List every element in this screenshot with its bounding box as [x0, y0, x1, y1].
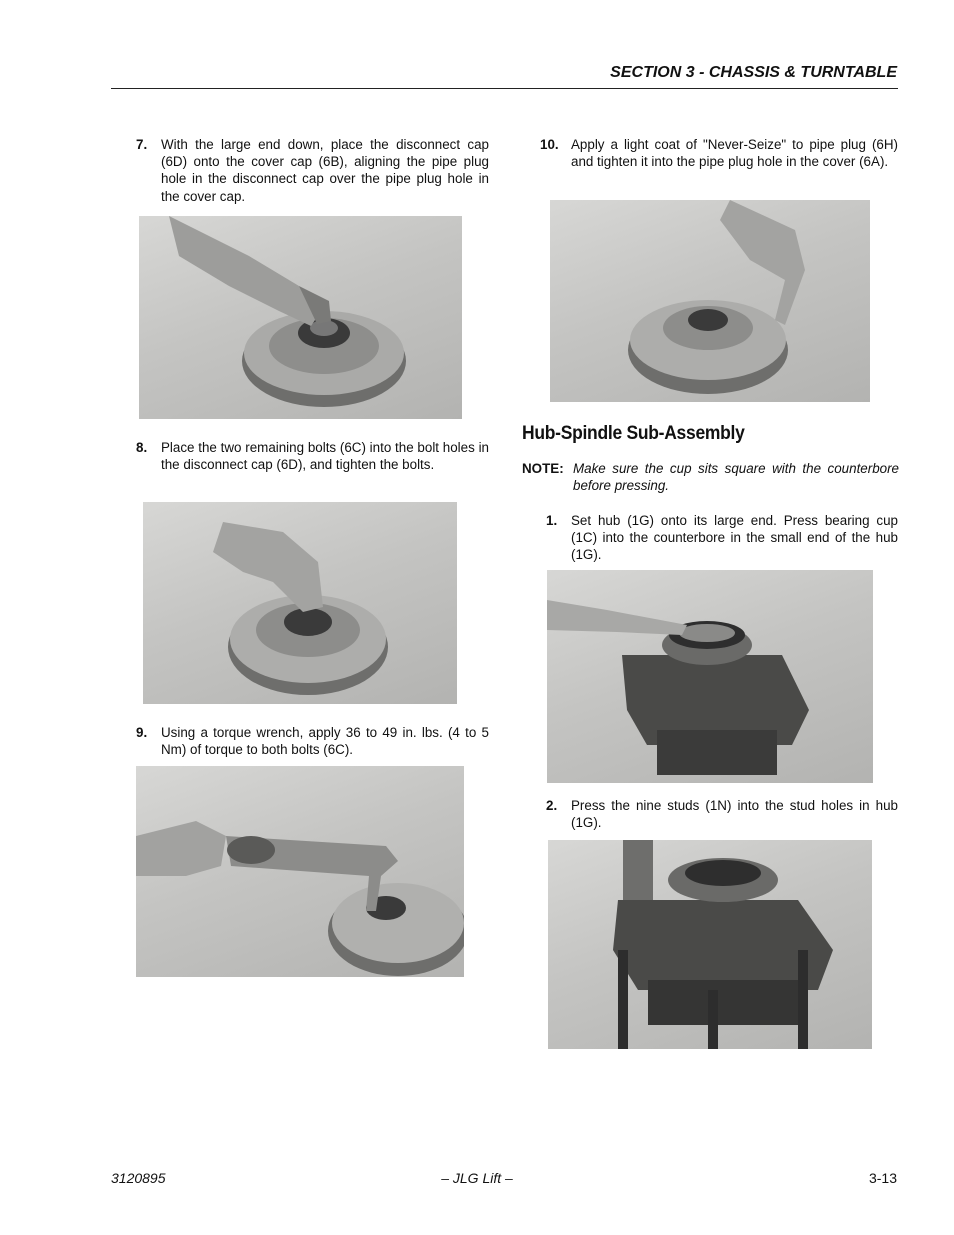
header-rule	[111, 88, 898, 89]
photo-disconnect-cap-placement	[139, 216, 462, 419]
step-number: 1.	[546, 513, 558, 528]
step-number: 2.	[546, 798, 558, 813]
step-text: Apply a light coat of "Never-Seize" to pipe plug (6H) and tighten it into the pipe plug hole in the cover (6A).	[571, 137, 898, 170]
step-text: Using a torque wrench, apply 36 to 49 in. lbs. (4 to 5 Nm) of torque to both bolts (6C).	[161, 725, 489, 758]
footer-brand: – JLG Lift –	[441, 1170, 513, 1186]
photo-torque-wrench	[136, 766, 464, 977]
document-number: 3120895	[111, 1170, 166, 1186]
step-number: 10.	[540, 137, 559, 152]
photo-bearing-cup	[547, 570, 873, 783]
step-number: 9.	[136, 725, 148, 740]
subsection-heading: Hub-Spindle Sub-Assembly	[522, 423, 745, 444]
photo-stud-press	[548, 840, 872, 1049]
note-label: NOTE:	[522, 461, 564, 476]
photo-pipe-plug	[550, 200, 870, 402]
step-number: 8.	[136, 440, 148, 455]
page-number: 3-13	[868, 1170, 897, 1186]
note-text: Make sure the cup sits square with the counterbore before pressing.	[573, 461, 899, 494]
step-text: Set hub (1G) onto its large end. Press bearing cup (1C) into the counterbore in the small end of the hub (1G).	[571, 513, 898, 563]
step-text: Press the nine studs (1N) into the stud holes in hub (1G).	[571, 798, 898, 831]
photo-bolt-installation	[143, 502, 457, 704]
step-number: 7.	[136, 137, 148, 152]
section-header: SECTION 3 - CHASSIS & TURNTABLE	[610, 64, 897, 81]
step-text: Place the two remaining bolts (6C) into the bolt holes in the disconnect cap (6D), and tighten the bolts.	[161, 440, 489, 473]
step-text: With the large end down, place the disconnect cap (6D) onto the cover cap (6B), aligning the pipe plug hole in the disconnect cap over the pipe plug hole in the cover cap.	[161, 137, 489, 204]
